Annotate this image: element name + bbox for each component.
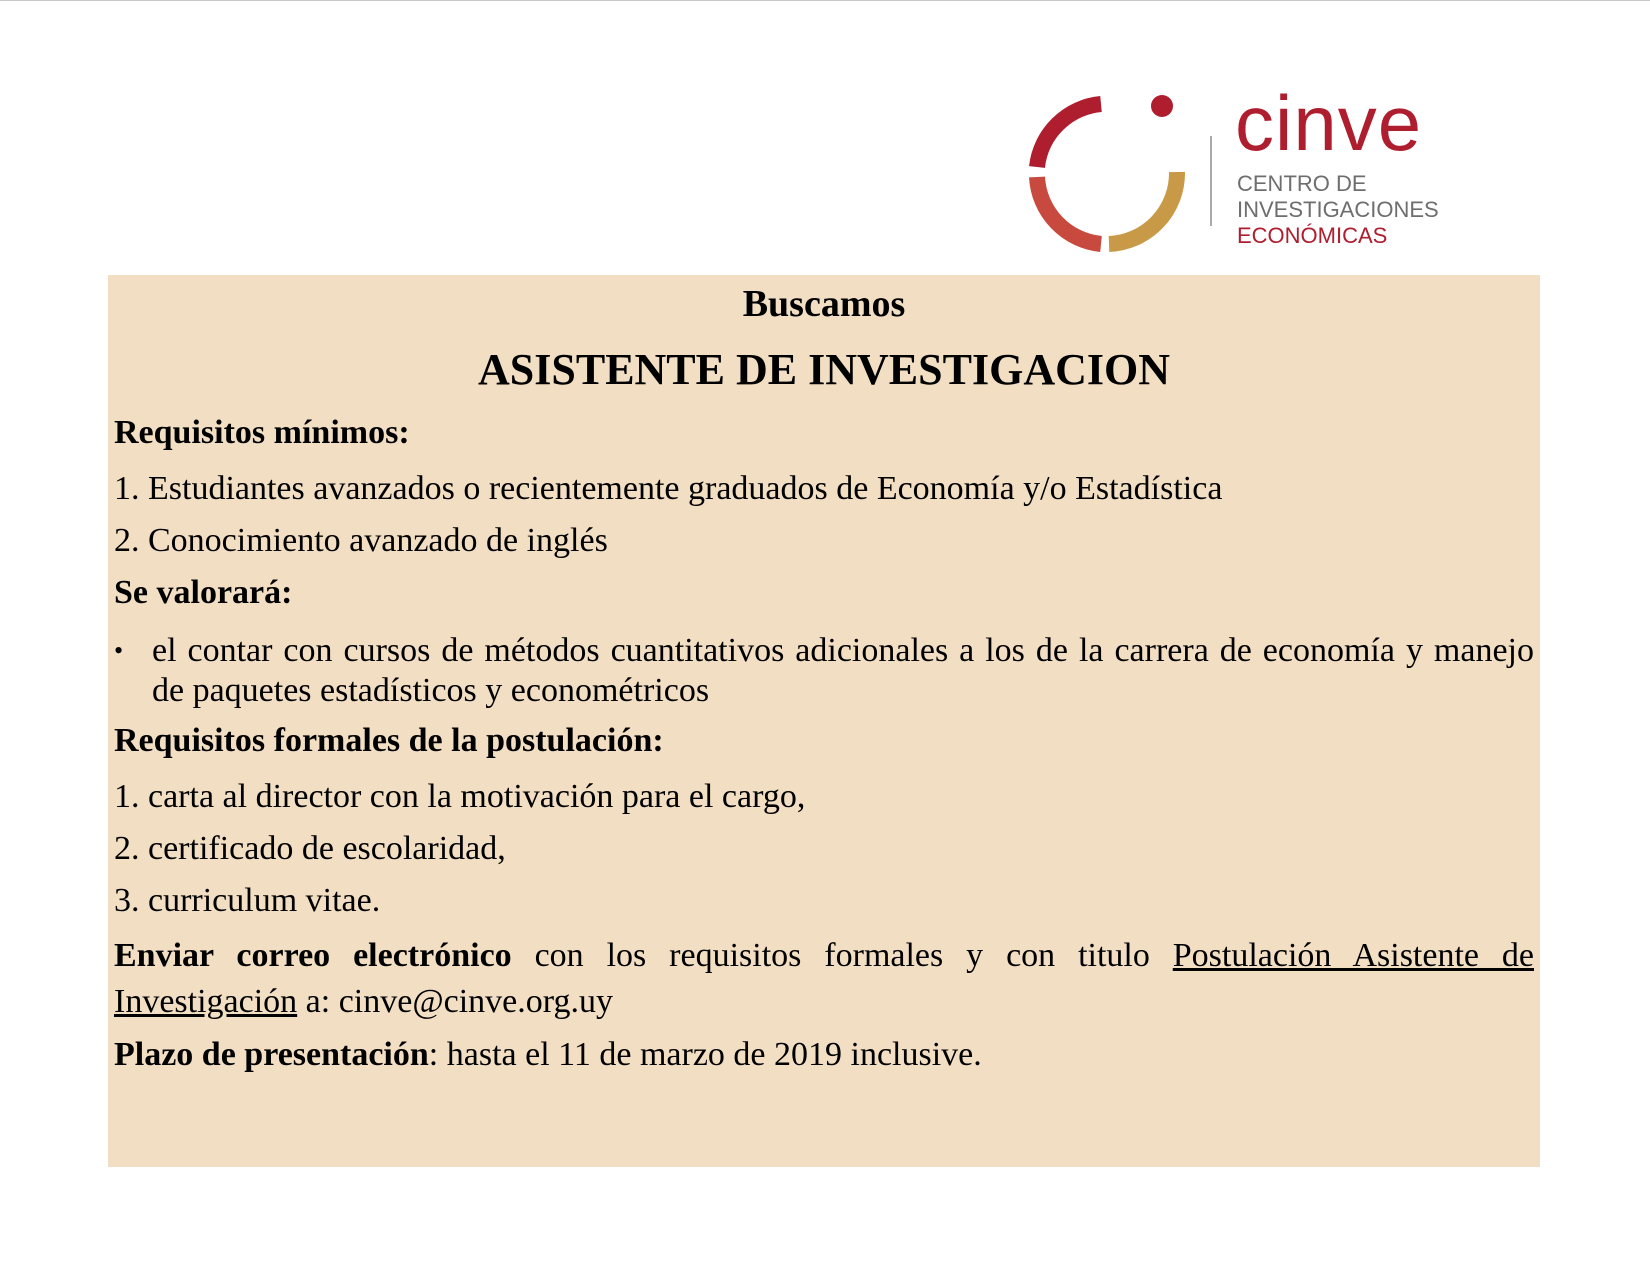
logo-subtitle-line-2: INVESTIGACIONES: [1237, 197, 1439, 222]
formal-requirement-item: 3. curriculum vitae.: [114, 882, 381, 919]
formal-requirements-heading: Requisitos formales de la postulación:: [114, 722, 664, 759]
deadline-label: Plazo de presentación: [114, 1036, 429, 1073]
deadline-text: : hasta el 11 de marzo de 2019 inclusive.: [428, 1036, 982, 1073]
min-requirement-item: 2. Conocimiento avanzado de inglés: [114, 522, 608, 559]
send-instructions: [114, 933, 1534, 1025]
kicker-text: Buscamos: [742, 283, 906, 325]
formal-requirement-item: 1. carta al director con la motivación para el cargo,: [114, 778, 806, 815]
logo-ring-icon: [1025, 92, 1190, 257]
valued-heading: Se valorará:: [114, 574, 293, 611]
cinve-logo: [1025, 79, 1445, 257]
min-requirement-item: 1. Estudiantes avanzados o recientemente graduados de Economía y/o Estadística: [114, 470, 1223, 507]
logo-divider: [1210, 136, 1212, 226]
logo-subtitle-line-1: CENTRO DE: [1237, 171, 1367, 196]
logo-wordmark: cinve: [1235, 79, 1423, 167]
email-subject: Postulación Asistente de Investigación: [114, 937, 1534, 1020]
email-address-text: a: cinve@cinve.org.uy: [297, 983, 613, 1020]
valued-item-text: el contar con cursos de métodos cuantitativos adicionales a los de la carrera de economía y manejo de paquetes estadísticos y econométricos: [152, 632, 1534, 709]
announcement-content: [114, 275, 1534, 1075]
announcement-panel: [108, 275, 1540, 1167]
bullet-icon: •: [114, 636, 124, 665]
min-requirements-heading: Requisitos mínimos:: [114, 414, 410, 451]
position-title: ASISTENTE DE INVESTIGACION: [478, 345, 1170, 394]
logo-subtitle-line-3: ECONÓMICAS: [1237, 223, 1388, 248]
top-border: [0, 0, 1650, 1]
send-instructions-bold: Enviar correo electrónico: [114, 937, 512, 974]
valued-item: [114, 631, 1534, 711]
deadline: [114, 1035, 1534, 1075]
formal-requirement-item: 2. certificado de escolaridad,: [114, 830, 506, 867]
send-instructions-text: con los requisitos formales y con titulo: [511, 937, 1173, 974]
